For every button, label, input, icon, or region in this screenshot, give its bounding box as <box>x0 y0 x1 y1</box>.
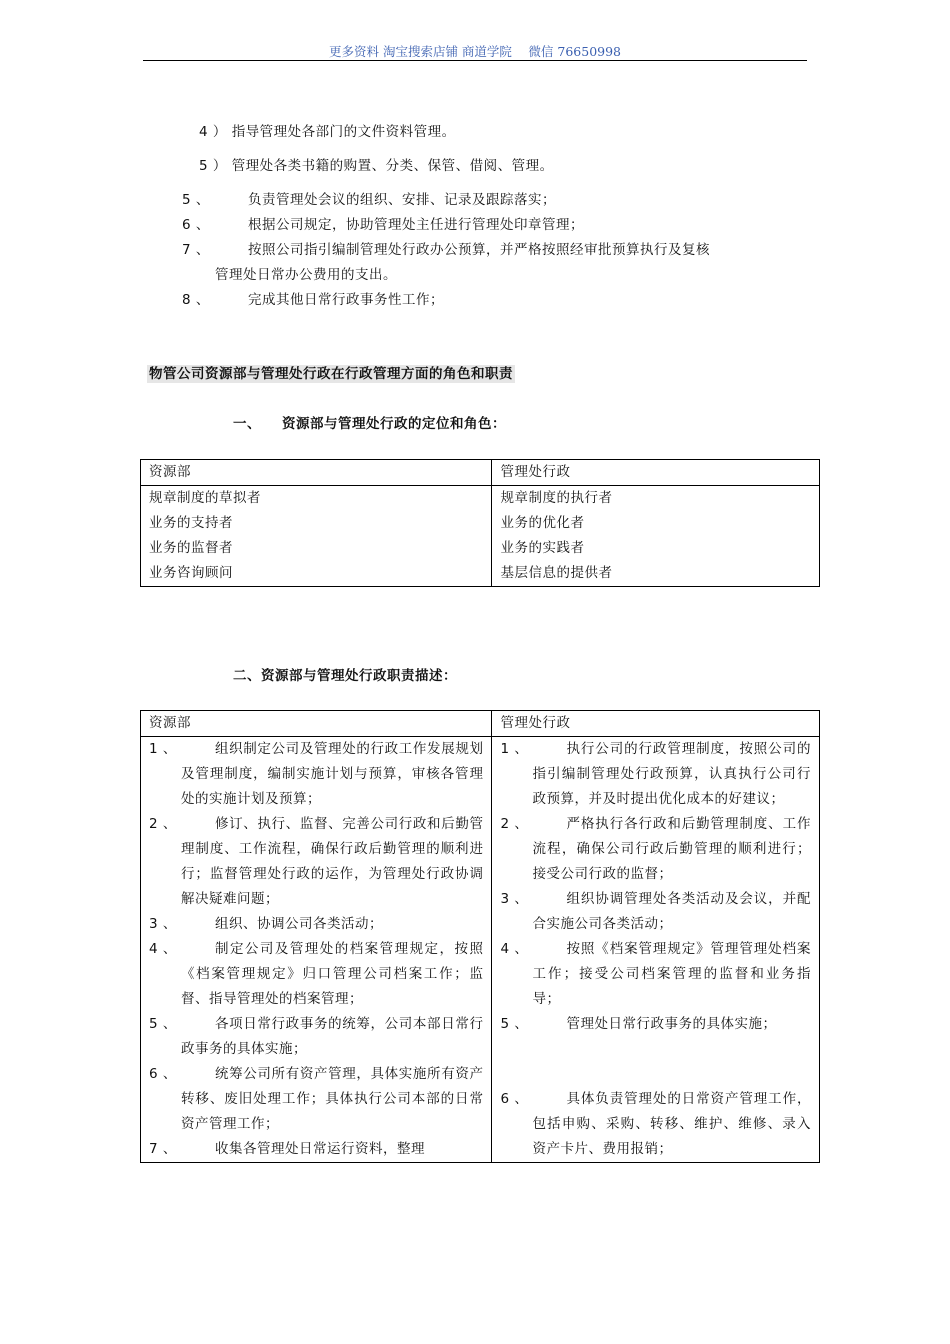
table-cell: 规章制度的草拟者 <box>141 486 492 512</box>
duty-item: 6 、 统筹公司所有资产管理，具体实施所有资产转移、废旧处理工作；具体执行公司本部的日常资产管理工作； <box>149 1066 484 1132</box>
subsection-title-2: 二、资源部与管理处行政职责描述： <box>233 668 457 684</box>
table-cell: 业务咨询顾问 <box>141 561 492 587</box>
item-text: 根据公司规定，协助管理处主任进行管理处印章管理； <box>248 217 584 233</box>
duty-item: 1 、 组织制定公司及管理处的行政工作发展规划及管理制度，编制实施计划与预算，审核各管理处的实施计划及预算； <box>149 741 484 807</box>
duties-left-cell <box>141 737 492 1163</box>
item-number: 8 、 <box>182 292 210 308</box>
table-header-row <box>141 460 820 486</box>
duty-item: 4 、 按照《档案管理规定》管理管理处档案工作；接受公司档案管理的监督和业务指导； <box>500 941 811 1007</box>
duty-item: 1 、 执行公司的行政管理制度，按照公司的指引编制管理处行政预算，认真执行公司行政预算，并及时提出优化成本的好建议； <box>500 741 811 807</box>
table-header-row <box>141 711 820 737</box>
page-header: 更多资料 淘宝搜索店铺 商道学院 微信 76650998 <box>143 42 807 61</box>
table-row <box>141 536 820 561</box>
duty-item: 6 、 具体负责管理处的日常资产管理工作，包括申购、采购、转移、维护、维修、录入资产卡片、费用报销； <box>500 1091 811 1157</box>
duty-item: 5 、 各项日常行政事务的统筹，公司本部日常行政事务的具体实施； <box>149 1016 484 1057</box>
item-number: 5 ） <box>199 158 227 174</box>
table-row <box>141 511 820 536</box>
duty-item: 4 、 制定公司及管理处的档案管理规定，按照《档案管理规定》归口管理公司档案工作；监督、指导管理处的档案管理； <box>149 941 484 1007</box>
item-number: 4 ） <box>199 124 227 140</box>
list-item <box>182 213 584 233</box>
list-item <box>199 120 456 140</box>
item-number: 5 、 <box>182 192 210 208</box>
item-text: 负责管理处会议的组织、安排、记录及跟踪落实； <box>248 192 556 208</box>
duty-item: 5 、 管理处日常行政事务的具体实施； <box>500 1016 777 1032</box>
table-row <box>141 561 820 587</box>
table-cell: 规章制度的执行者 <box>492 486 820 512</box>
duties-table <box>140 710 820 1163</box>
item-text: 完成其他日常行政事务性工作； <box>248 292 444 308</box>
list-item <box>199 154 554 174</box>
duty-item: 7 、 收集各管理处日常运行资料，整理 <box>149 1141 425 1157</box>
table-header-cell: 资源部 <box>141 460 492 486</box>
table-cell: 业务的监督者 <box>141 536 492 561</box>
item-continuation: 管理处日常办公费用的支出。 <box>215 267 397 283</box>
roles-table <box>140 459 820 587</box>
duty-item: 2 、 修订、执行、监督、完善公司行政和后勤管理制度、工作流程，确保行政后勤管理的顺利进行；监督管理处行政的运作，为管理处行政协调解决疑难问题； <box>149 816 484 907</box>
section-title: 物管公司资源部与管理处行政在行政管理方面的角色和职责 <box>149 366 513 382</box>
table-header-cell: 管理处行政 <box>492 711 820 737</box>
item-text: 指导管理处各部门的文件资料管理。 <box>231 124 456 140</box>
item-number: 6 、 <box>182 217 210 233</box>
duty-item: 3 、 组织、协调公司各类活动； <box>149 916 383 932</box>
duties-right-cell <box>492 737 820 1163</box>
table-header-cell: 管理处行政 <box>492 460 820 486</box>
item-text: 管理处各类书籍的购置、分类、保管、借阅、管理。 <box>231 158 554 174</box>
list-item <box>182 288 444 308</box>
duty-item: 3 、 组织协调管理处各类活动及会议，并配合实施公司各类活动； <box>500 891 811 932</box>
table-cell: 业务的支持者 <box>141 511 492 536</box>
list-item <box>182 238 710 258</box>
table-row <box>141 486 820 512</box>
duty-item: 2 、 严格执行各行政和后勤管理制度、工作流程，确保公司行政后勤管理的顺利进行；接受公司行政的监督； <box>500 816 811 882</box>
table-header-cell: 资源部 <box>141 711 492 737</box>
subsection-title-1: 一、 资源部与管理处行政的定位和角色： <box>233 416 506 432</box>
item-text: 按照公司指引编制管理处行政办公预算，并严格按照经审批预算执行及复核 <box>248 242 710 258</box>
list-item <box>182 188 556 208</box>
table-cell: 业务的优化者 <box>492 511 820 536</box>
item-number: 7 、 <box>182 242 210 258</box>
table-cell: 业务的实践者 <box>492 536 820 561</box>
table-cell: 基层信息的提供者 <box>492 561 820 587</box>
table-row <box>141 737 820 1163</box>
